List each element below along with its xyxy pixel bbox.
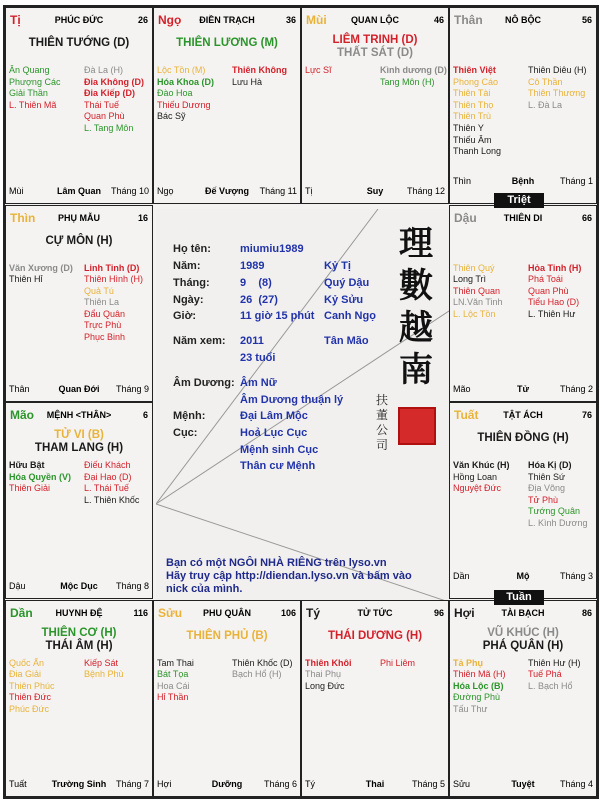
minor-star: Hóa Lộc (B) [453, 680, 504, 691]
triet-badge: Triệt [494, 193, 544, 208]
minor-star: Thiên Giải [9, 483, 51, 494]
logo-subtext: 扶董公司 [376, 393, 389, 452]
minor-star: L. Tang Môn [84, 122, 134, 133]
earthly-branch: Tý [306, 605, 321, 620]
main-star: THIÊN ĐỒNG (H) [477, 432, 569, 444]
minor-stars-left [305, 658, 352, 693]
info-label: Mệnh: [173, 410, 206, 422]
info-value: Âm Dương thuận lý [240, 394, 344, 406]
palace-footer [453, 176, 593, 188]
info-canchi: Tân Mão [324, 335, 369, 347]
info-label: Giờ: [173, 310, 197, 322]
calligraphy-logo: 理數越南 [399, 224, 433, 390]
palace-name: QUAN LỘC [351, 15, 399, 25]
minor-star: L. Đà La [528, 99, 563, 110]
palace-header [306, 607, 444, 621]
minor-star: Thai Phụ [305, 669, 342, 680]
palace-cell[interactable] [449, 600, 597, 797]
minor-stars-right [84, 658, 124, 681]
info-canchi: Canh Ngọ [324, 310, 376, 322]
minor-star: Thái Tuế [84, 99, 120, 110]
life-stage: Mộc Dục [60, 581, 98, 591]
minor-star: Thiếu Dương [157, 99, 211, 110]
palace-header [10, 607, 148, 621]
minor-star: Bác Sỹ [157, 111, 186, 122]
palace-cell[interactable] [449, 7, 597, 204]
promo-message[interactable] [166, 557, 412, 596]
main-star: THAM LANG (H) [34, 442, 124, 454]
month-label: Tháng 8 [115, 581, 149, 591]
minor-star: Văn Khúc (H) [453, 460, 510, 470]
minor-star: Thiên La [84, 297, 120, 308]
earthly-branch: Tị [10, 13, 21, 27]
minor-star: Quả Tú [84, 285, 114, 296]
info-label: Họ tên: [173, 243, 211, 255]
footer-branch: Tý [305, 778, 315, 789]
footer-branch: Tị [305, 186, 313, 196]
minor-star: Đia Kiếp (D) [84, 88, 136, 99]
earthly-branch: Mùi [306, 13, 327, 27]
minor-star: Lực Sĩ [305, 65, 332, 75]
minor-stars-right [232, 65, 287, 88]
minor-star: Tuế Phá [528, 669, 562, 680]
footer-branch: Thân [9, 383, 30, 394]
minor-star: Linh Tinh (D) [84, 262, 140, 273]
info-value: miumiu1989 [240, 243, 304, 255]
promo-line: nick của mình. [166, 583, 243, 595]
palace-footer [305, 779, 445, 791]
minor-star: Thiên Khốc (D) [232, 657, 293, 668]
life-stage: Thai [365, 778, 385, 789]
main-star: LIÊM TRINH (D) [332, 34, 418, 46]
minor-stars-left [453, 263, 503, 321]
life-stage: Suy [366, 186, 384, 196]
palace-name: TẬT ÁCH [503, 410, 543, 420]
palace-name: TÀI BẠCH [501, 607, 545, 618]
earthly-branch: Dần [10, 605, 33, 620]
minor-star: Điếu Khách [84, 460, 131, 470]
main-star: THIÊN TƯỚNG (D) [28, 37, 130, 49]
info-canchi: Kỷ Tị [324, 260, 351, 272]
palace-age: 26 [137, 15, 148, 25]
palace-header [454, 212, 592, 226]
minor-star: Cô Thần [528, 76, 563, 87]
minor-star: Thiên Trù [453, 111, 492, 122]
minor-star: Trực Phù [84, 320, 122, 331]
palace-cell[interactable] [5, 402, 153, 599]
minor-star: Bạch Hổ (H) [232, 669, 282, 680]
red-seal-stamp [398, 407, 436, 445]
palace-cell[interactable] [153, 600, 301, 797]
minor-star: Thanh Long [453, 146, 502, 157]
minor-star: Đia Không (D) [84, 76, 144, 87]
main-star: CỰ MÔN (H) [45, 234, 113, 247]
palace-name: PHỤ MẪU [58, 212, 100, 223]
palace-header [306, 14, 444, 28]
month-label: Tháng 6 [263, 778, 297, 789]
palace-footer [9, 581, 149, 593]
minor-stars-left [453, 65, 501, 158]
minor-star: Hóa Khoa (D) [157, 76, 214, 87]
minor-star: Đia Giải [9, 669, 42, 680]
info-value: 2011 [240, 335, 264, 347]
minor-star: Tả Phụ [453, 657, 484, 668]
palace-header [158, 14, 296, 28]
minor-star: L. Kình Dương [528, 517, 588, 528]
minor-star: Thiên Việt [453, 65, 496, 75]
minor-stars-right [528, 460, 587, 530]
minor-star: Giải Thần [9, 88, 48, 99]
minor-star: Hữu Bật [9, 460, 45, 470]
main-stars [450, 627, 596, 653]
month-label: Tháng 12 [406, 186, 445, 196]
palace-age: 36 [285, 15, 296, 25]
earthly-branch: Dậu [454, 210, 477, 225]
minor-star: Tướng Quân [528, 506, 580, 517]
minor-star: Tử Phù [528, 494, 559, 505]
main-stars [6, 627, 152, 653]
minor-star: Hoa Cái [157, 680, 190, 691]
info-value: 23 tuổi [240, 352, 276, 364]
minor-stars-left [9, 65, 60, 111]
palace-cell[interactable] [153, 7, 301, 204]
minor-star: LN.Văn Tinh [453, 297, 503, 308]
earthly-branch: Hợi [454, 605, 475, 620]
minor-star: Thiên Hỉ [9, 274, 43, 285]
life-stage: Trường Sinh [51, 778, 107, 789]
minor-star: Long Trì [453, 274, 487, 285]
palace-age: 96 [433, 607, 444, 618]
main-stars [302, 34, 448, 60]
palace-cell[interactable] [5, 600, 153, 797]
palace-footer [157, 186, 297, 198]
minor-star: Thiên Thọ [453, 99, 494, 110]
month-label: Tháng 3 [559, 571, 593, 581]
minor-star: Thiên Sứ [528, 471, 566, 482]
palace-name: MỆNH <THÂN> [46, 410, 112, 420]
minor-star: Đà La (H) [84, 65, 124, 75]
main-star: THÁI DƯƠNG (H) [327, 629, 423, 642]
life-stage: Bệnh [511, 176, 535, 186]
palace-footer [9, 384, 149, 396]
palace-age: 56 [581, 15, 592, 25]
palace-age: 66 [581, 212, 592, 223]
minor-star: Đào Hoa [157, 88, 193, 99]
main-stars [450, 432, 596, 445]
earthly-branch: Thân [454, 13, 483, 27]
palace-cell[interactable] [301, 600, 449, 797]
minor-stars-left [453, 460, 510, 495]
main-stars [6, 235, 152, 248]
minor-star: Phục Binh [84, 332, 126, 343]
info-value: Đại Lâm Mộc [240, 410, 308, 422]
palace-footer [453, 571, 593, 583]
month-label: Tháng 5 [411, 778, 445, 789]
minor-star: Thiên Quan [453, 285, 501, 296]
minor-star: Tam Thai [157, 657, 194, 668]
minor-stars-left [9, 263, 73, 286]
minor-star: Đường Phù [453, 692, 500, 703]
palace-name: ĐIỀN TRẠCH [199, 15, 255, 25]
minor-star: L. Thiên Mã [9, 99, 57, 110]
earthly-branch: Ngọ [158, 13, 182, 27]
minor-star: Nguyệt Đức [453, 483, 502, 494]
minor-star: Hóa Quyền (V) [9, 471, 72, 482]
palace-header [10, 14, 148, 28]
minor-star: Quốc Ấn [9, 657, 45, 668]
minor-star: Thiên Y [453, 122, 484, 133]
info-value: Hoả Lục Cục [240, 427, 308, 439]
palace-footer [453, 384, 593, 396]
info-value: Mệnh sinh Cục [240, 444, 319, 456]
palace-cell[interactable] [449, 402, 597, 599]
palace-header [454, 607, 592, 621]
main-star: THIÊN CƠ (H) [41, 626, 117, 639]
main-star: THẤT SÁT (D) [336, 47, 413, 59]
minor-star: Phúc Đức [9, 703, 50, 714]
earthly-branch: Tuất [454, 408, 479, 422]
minor-stars-right [528, 65, 587, 111]
palace-name: THIÊN DI [503, 212, 543, 223]
main-star: THIÊN LƯƠNG (M) [176, 37, 278, 49]
minor-stars-left [9, 658, 55, 716]
palace-header [158, 607, 296, 621]
minor-star: L. Thiên Khốc [84, 494, 140, 505]
minor-star: L. Lộc Tồn [453, 308, 496, 319]
month-label: Tháng 1 [559, 176, 593, 186]
earthly-branch: Thìn [10, 210, 36, 225]
month-label: Tháng 4 [559, 778, 593, 789]
minor-star: Thiên Diêu (H) [528, 65, 587, 75]
minor-stars-left [9, 460, 71, 495]
palace-cell[interactable] [449, 205, 597, 402]
palace-age: 116 [133, 607, 148, 618]
minor-star: Địa Võng [528, 483, 566, 494]
minor-star: Tấu Thư [453, 703, 488, 714]
minor-star: Hỏa Tinh (H) [528, 262, 582, 273]
minor-star: Tiểu Hao (D) [528, 297, 580, 308]
minor-star: Ân Quang [9, 65, 50, 75]
palace-cell[interactable] [301, 7, 449, 204]
minor-star: Hỉ Thần [157, 692, 189, 703]
info-label: Tháng: [173, 277, 210, 289]
info-canchi: Quý Dậu [324, 277, 370, 289]
footer-branch: Dậu [9, 581, 26, 591]
info-canchi: Kỷ Sửu [324, 294, 364, 306]
minor-star: Thiếu Âm [453, 134, 492, 145]
earthly-branch: Sửu [158, 605, 183, 620]
info-label: Cục: [173, 427, 198, 439]
palace-footer [157, 779, 297, 791]
horoscope-chart [3, 5, 599, 799]
palace-age: 46 [433, 15, 444, 25]
center-info-panel [156, 209, 452, 603]
life-stage: Mộ [516, 571, 530, 581]
minor-star: Thiên Hình (H) [84, 274, 144, 285]
palace-header [10, 212, 148, 226]
main-star: THÁI ÂM (H) [45, 639, 113, 652]
palace-age: 86 [581, 607, 592, 618]
palace-footer [9, 779, 149, 791]
info-label: Ngày: [173, 294, 204, 306]
minor-star: Thiên Quý [453, 262, 495, 273]
main-stars [6, 429, 152, 455]
palace-name: NÔ BỘC [505, 15, 541, 25]
minor-star: Thiên Khôi [305, 657, 352, 668]
minor-stars-right [528, 658, 581, 693]
minor-stars-left [305, 65, 332, 77]
palace-age: 106 [280, 607, 296, 618]
info-label: Âm Dương: [173, 377, 235, 389]
minor-star: Đẩu Quân [84, 308, 126, 319]
month-label: Tháng 2 [559, 383, 593, 394]
main-stars [154, 630, 300, 643]
minor-star: L. Bạch Hổ [528, 680, 573, 691]
minor-star: Phá Toái [528, 274, 563, 285]
footer-branch: Sửu [453, 778, 471, 789]
minor-star: Kiếp Sát [84, 657, 119, 668]
minor-stars-right [232, 658, 293, 681]
tuan-badge: Tuần [494, 590, 544, 605]
footer-branch: Ngọ [157, 186, 174, 196]
minor-star: Tang Môn (H) [380, 76, 435, 87]
minor-star: Lưu Hà [232, 76, 263, 87]
footer-branch: Hợi [157, 778, 172, 789]
life-stage: Tử [516, 383, 529, 394]
palace-footer [453, 779, 593, 791]
palace-cell[interactable] [5, 7, 153, 204]
minor-stars-left [453, 658, 506, 716]
minor-star: Lộc Tồn (M) [157, 65, 206, 75]
minor-stars-right [84, 263, 143, 344]
info-value: 1989 [240, 260, 265, 272]
main-star: TỬ VI (B) [54, 429, 104, 441]
palace-age: 76 [581, 410, 592, 420]
minor-star: Bát Tọa [157, 669, 189, 680]
promo-line: Bạn có một NGÔI NHÀ RIÊNG trên lyso.vn [166, 557, 387, 569]
info-value: 9 (8) [240, 277, 272, 289]
palace-name: HUYNH ĐỆ [55, 607, 103, 618]
minor-star: Thiên Không [232, 65, 287, 75]
palace-cell[interactable] [5, 205, 153, 402]
info-value: 26 (27) [240, 294, 278, 306]
minor-star: L. Thái Tuế [84, 483, 129, 494]
minor-star: Thiên Mã (H) [453, 669, 506, 680]
info-value: Âm Nữ [240, 377, 277, 389]
minor-stars-left [157, 658, 194, 704]
footer-branch: Mùi [9, 186, 24, 196]
palace-name: PHU QUÂN [202, 607, 251, 618]
info-label: Năm: [173, 260, 201, 272]
palace-age: 16 [137, 212, 148, 223]
life-stage: Quan Đới [58, 383, 100, 394]
main-stars [6, 37, 152, 50]
palace-header [454, 14, 592, 28]
minor-star: Thiên Đức [9, 692, 52, 703]
month-label: Tháng 10 [110, 186, 149, 196]
minor-star: Thiên Tài [453, 88, 491, 99]
life-stage: Đế Vượng [205, 186, 249, 196]
minor-stars-right [528, 263, 581, 321]
minor-star: Phong Cáo [453, 76, 499, 87]
info-value: Thân cư Mệnh [240, 460, 316, 472]
footer-branch: Tuất [9, 778, 27, 789]
life-stage: Lâm Quan [56, 186, 101, 196]
minor-stars-right [380, 65, 447, 88]
palace-footer [9, 186, 149, 198]
palace-header [10, 409, 148, 423]
palace-name: PHÚC ĐỨC [54, 15, 104, 25]
minor-star: Kình dương (D) [380, 65, 447, 75]
minor-star: Thiên Hư (H) [528, 657, 581, 668]
footer-branch: Thìn [453, 176, 472, 186]
minor-star: Thiên Thương [528, 88, 586, 99]
minor-star: Văn Xương (D) [9, 262, 73, 273]
palace-name: TỬ TỨC [357, 607, 393, 618]
palace-footer [305, 186, 445, 198]
minor-stars-right [84, 65, 144, 135]
minor-stars-right [380, 658, 415, 670]
main-stars [302, 630, 448, 643]
palace-age: 6 [142, 410, 148, 420]
main-star: PHÁ QUÂN (H) [482, 639, 564, 652]
info-label: Năm xem: [173, 335, 226, 347]
minor-stars-left [157, 65, 214, 123]
palace-header [454, 409, 592, 423]
promo-line: Hãy truy cập http://diendan.lyso.vn và bấm vào [166, 570, 412, 582]
month-label: Tháng 7 [115, 778, 149, 789]
month-label: Tháng 11 [259, 186, 297, 196]
minor-star: Long Đức [305, 680, 345, 691]
info-value: 11 giờ 15 phút [240, 310, 315, 322]
footer-branch: Dần [453, 571, 470, 581]
minor-star: L. Thiên Hư [528, 308, 576, 319]
minor-stars-right [84, 460, 139, 506]
minor-star: Hồng Loan [453, 471, 498, 482]
minor-star: Phi Liêm [380, 657, 416, 668]
life-stage: Tuyệt [511, 778, 535, 789]
minor-star: Đại Hao (D) [84, 471, 132, 482]
month-label: Tháng 9 [115, 383, 149, 394]
minor-star: Thiên Phúc [9, 680, 55, 691]
minor-star: Phượng Các [9, 76, 61, 87]
footer-branch: Mão [453, 383, 471, 394]
minor-star: Quan Phù [528, 285, 569, 296]
main-star: THIÊN PHỦ (B) [186, 629, 268, 642]
main-stars [154, 37, 300, 50]
minor-star: Bệnh Phù [84, 669, 124, 680]
main-star: VŨ KHÚC (H) [487, 626, 559, 639]
minor-star: Hóa Kị (D) [528, 460, 572, 470]
life-stage: Dưỡng [211, 778, 243, 789]
minor-star: Quan Phù [84, 111, 125, 122]
earthly-branch: Mão [10, 408, 34, 422]
